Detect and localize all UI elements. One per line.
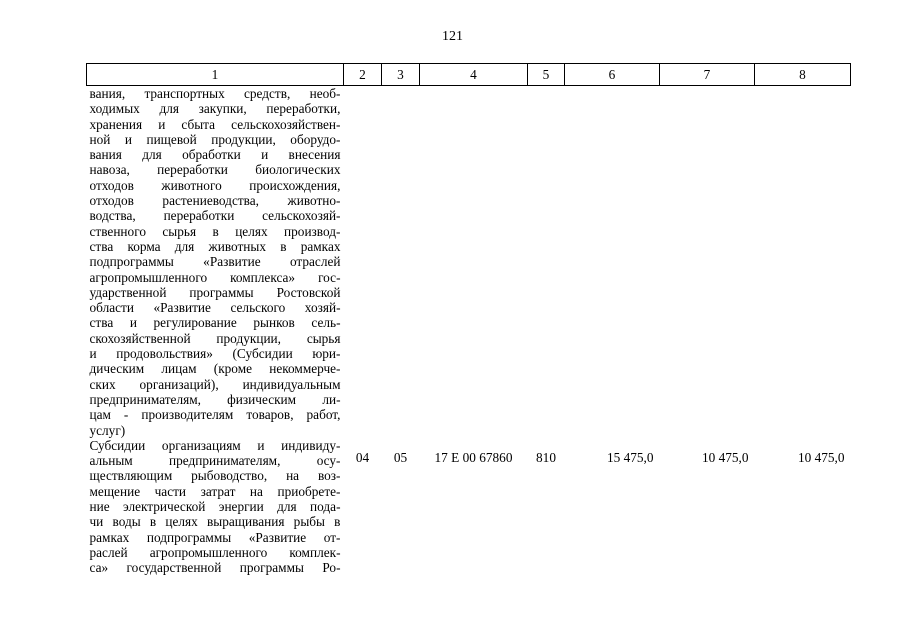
description-line: услуг) xyxy=(89,422,126,438)
column-header-5: 5 xyxy=(528,64,565,86)
description-line: мещение части затрат на приобрете- xyxy=(89,483,341,499)
amount-col-7 xyxy=(660,86,755,438)
amount-col-6: 15 475,0 xyxy=(606,449,654,465)
description-line: ских организаций), индивидуальным xyxy=(89,376,341,392)
description-line: области «Развитие сельского хозяй- xyxy=(89,300,341,316)
description-line: водства, переработки сельскохозяй- xyxy=(89,208,341,224)
description-line: са» государственной программы Ро- xyxy=(89,560,341,576)
description-line: раслей агропромышленного комплек- xyxy=(89,544,341,560)
description-line: ходимых для закупки, переработки, xyxy=(89,101,341,117)
amount-col-8: 10 475,0 xyxy=(797,449,845,465)
column-header-3: 3 xyxy=(382,64,420,86)
description-line: агропромышленного комплекса» гос- xyxy=(89,269,341,285)
row-description xyxy=(87,438,344,576)
description-line: подпрограммы «Развитие отраслей xyxy=(89,254,341,270)
description-line: отходов животного происхождения, xyxy=(89,177,341,193)
amount-col-8 xyxy=(755,86,851,438)
description-line: ства и регулирование рынков сель- xyxy=(89,315,341,331)
expense-type-code xyxy=(528,86,565,438)
table-row xyxy=(87,438,851,576)
row-description xyxy=(87,86,344,438)
header-row xyxy=(87,64,851,86)
description-line: ства корма для животных в рамках xyxy=(89,238,341,254)
description-line: рамках подпрограммы «Развитие от- xyxy=(89,529,341,545)
column-header-2: 2 xyxy=(344,64,382,86)
description-line: скохозяйственной продукции, сырья xyxy=(89,330,341,346)
budget-table xyxy=(86,63,851,576)
description-line: цам - производителям товаров, работ, xyxy=(89,407,341,423)
table-row xyxy=(87,86,851,438)
description-line: и продовольствия» (Субсидии юри- xyxy=(89,346,341,362)
page-number: 121 xyxy=(442,29,463,44)
column-header-7: 7 xyxy=(660,64,755,86)
description-line: ной и пищевой продукции, оборудо- xyxy=(89,131,341,147)
description-line: дическим лицам (кроме некоммерче- xyxy=(89,361,341,377)
column-header-4: 4 xyxy=(420,64,528,86)
description-line: предпринимателям, физическим ли- xyxy=(89,391,341,407)
target-article-code xyxy=(420,86,528,438)
amount-col-7: 10 475,0 xyxy=(701,449,749,465)
description-line: ние электрической энергии для пода- xyxy=(89,499,341,515)
column-header-1: 1 xyxy=(87,64,344,86)
description-line: навоза, переработки биологических xyxy=(89,162,341,178)
description-line: вания для обработки и внесения xyxy=(89,147,341,163)
description-line: ственного сырья в целях производ- xyxy=(89,223,341,239)
description-line: хранения и сбыта сельскохозяйствен- xyxy=(89,116,341,132)
column-header-6: 6 xyxy=(565,64,660,86)
description-line: вания, транспортных средств, необ- xyxy=(89,86,341,101)
expense-type-code: 810 xyxy=(536,449,556,465)
description-line: отходов растениеводства, животно- xyxy=(89,193,341,209)
description-line: ударственной программы Ростовской xyxy=(89,284,341,300)
subsection-code: 05 xyxy=(393,449,408,465)
section-code: 04 xyxy=(355,449,370,465)
description-line: Субсидии организациям и индивиду- xyxy=(89,437,341,453)
description-line: ществляющим рыбоводство, на воз- xyxy=(89,468,341,484)
description-line: чи воды в целях выращивания рыбы в xyxy=(89,514,341,530)
description-line: альным предпринимателям, осу- xyxy=(89,453,341,469)
subsection-code xyxy=(382,86,420,438)
section-code xyxy=(344,86,382,438)
amount-col-6 xyxy=(565,86,660,438)
column-header-8: 8 xyxy=(755,64,851,86)
target-article-code: 17 Е 00 67860 xyxy=(434,449,513,465)
